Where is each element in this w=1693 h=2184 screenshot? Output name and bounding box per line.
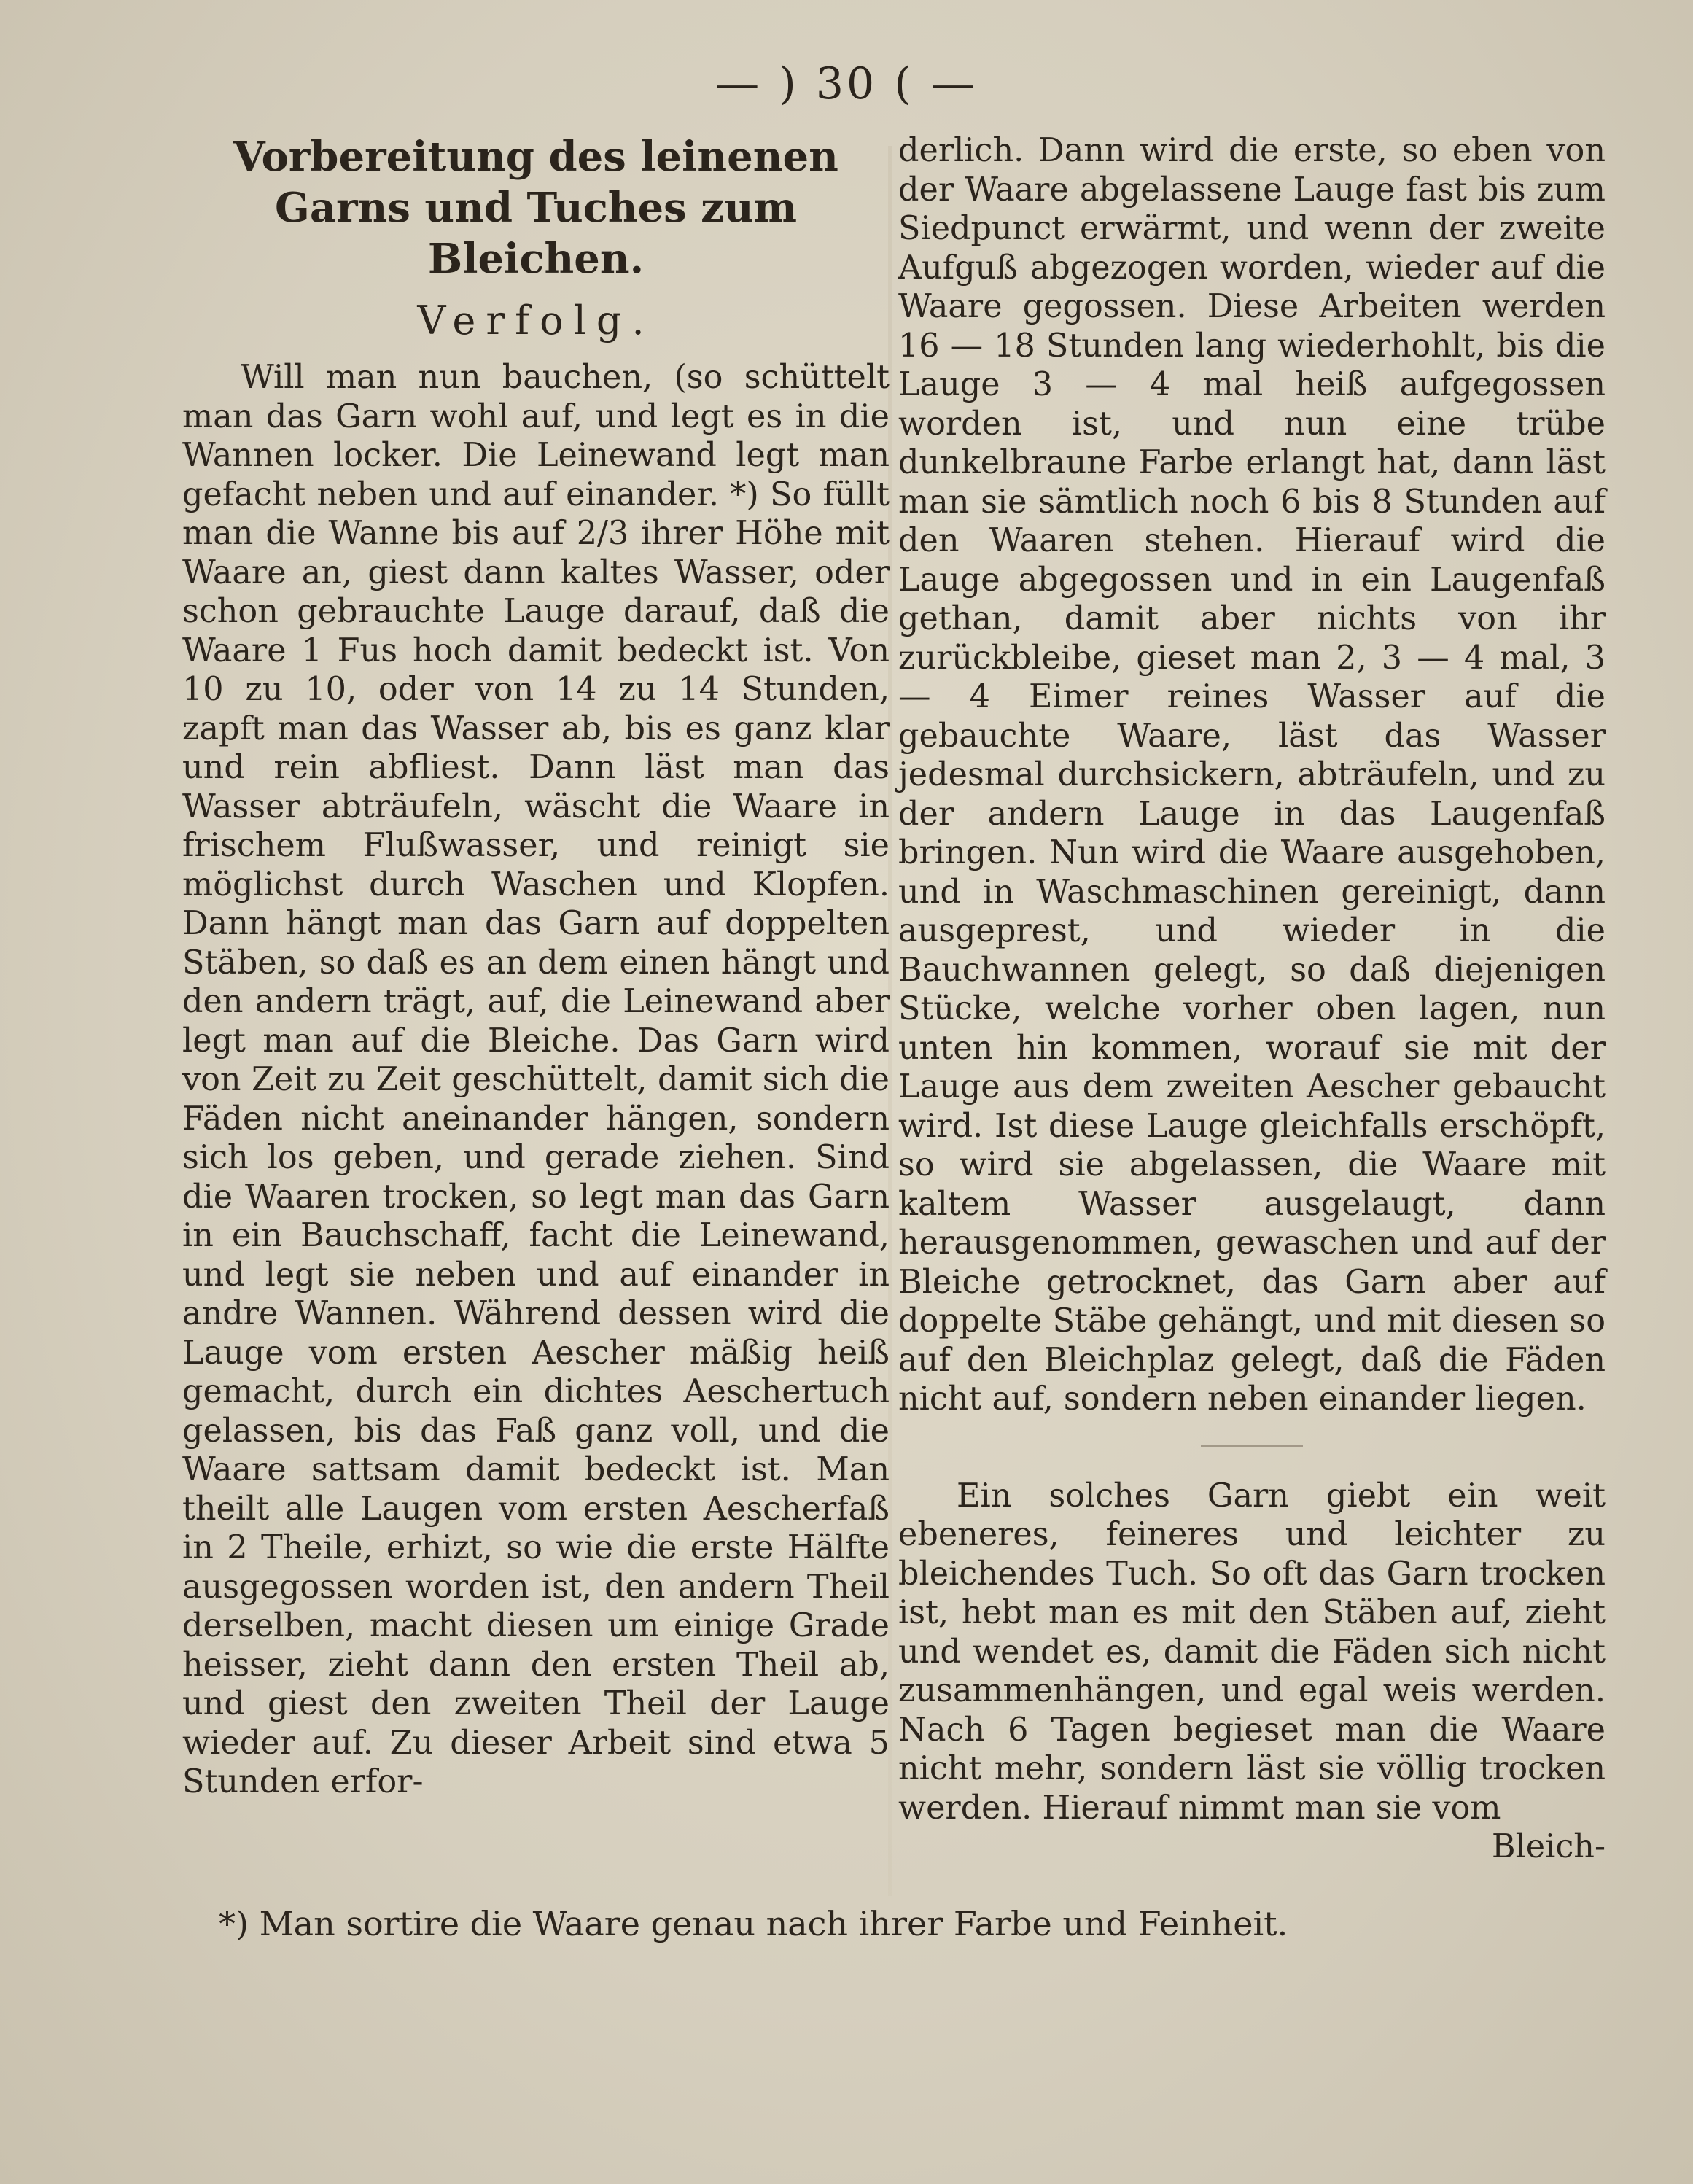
article-subtitle: Verfolg.	[417, 298, 655, 343]
footnote: *) Man sortire die Waare genau nach ihrer Farbe und Feinheit.	[219, 1904, 1288, 1943]
page-number: — ) 30 ( —	[715, 58, 978, 109]
section-divider	[1201, 1445, 1303, 1447]
right-column-paragraph-1: derlich. Dann wird die erste, so eben von der Waare abgelassene Lauge fast bis zum Siedpunct erwärmt, und wenn der zweite Aufguß abgezogen worden, wieder auf die Waare gegossen. Diese Arbeiten werden 16 — 18 Stunden lang wiederhohlt, bis die Lauge 3 — 4 mal heiß aufgegossen worden ist, und nun eine trübe dunkelbraune Farbe erlangt hat, dann läst man sie sämtlich noch 6 bis 8 Stunden auf den Waaren stehen. Hierauf wird die Lauge abgegossen und in ein Laugenfaß gethan, damit aber nichts von ihr zurückbleibe, gieset man 2, 3 — 4 mal, 3 — 4 Eimer reines Wasser auf die gebauchte Waare, läst das Wasser jedesmal durchsickern, abträufeln, und zu der andern Lauge in das Laugenfaß bringen. Nun wird die Waare ausgehoben, und in Waschmaschinen gereinigt, dann ausgeprest, und wieder in die Bauchwannen gelegt, so daß diejenigen Stücke, welche vorher oben lagen, nun unten hin kommen, worauf sie mit der Lauge aus dem zweiten Aescher gebaucht wird. Ist diese Lauge gleichfalls erschöpft, so wird sie abgelassen, die Waare mit kaltem Wasser ausgelaugt, dann herausgenommen, gewaschen und auf der Bleiche getrocknet, das Garn aber auf doppelte Stäbe gehängt, und mit diesen so auf den Bleichplaz gelegt, daß die Fäden nicht auf, sondern neben einander liegen.	[898, 132, 1606, 1418]
left-column-text: Will man nun bauchen, (so schüttelt man das Garn wohl auf, und legt es in die Wannen locker. Die Leinewand legt man gefacht neben und auf einander. *) So füllt man die Wanne bis auf 2/3 ihrer Höhe mit Waare an, giest dann kaltes Wasser, oder schon gebrauchte Lauge darauf, daß die Waare 1 Fus hoch damit bedeckt ist. Von 10 zu 10, oder von 14 zu 14 Stunden, zapft man das Wasser ab, bis es ganz klar und rein abfliest. Dann läst man das Wasser abträufeln, wäscht die Waare in frischem Flußwasser, und reinigt sie möglichst durch Waschen und Klopfen. Dann hängt man das Garn auf doppelten Stäben, so daß es an dem einen hängt und den andern trägt, auf, die Leinewand aber legt man auf die Bleiche. Das Garn wird von Zeit zu Zeit geschüttelt, damit sich die Fäden nicht aneinander hängen, sondern sich los geben, und gerade ziehen. Sind die Waaren trocken, so legt man das Garn in ein Bauchschaff, facht die Leinewand, und legt sie neben und auf einander in andre Wannen. Während dessen wird die Lauge vom ersten Aescher mäßig heiß gemacht, durch ein dichtes Aeschertuch gelassen, bis das Faß ganz voll, und die Waare sattsam damit bedeckt ist. Man theilt alle Laugen vom ersten Aescherfaß in 2 Theile, erhizt, so wie die erste Hälfte ausgegossen worden ist, den andern Theil derselben, macht diesen um einige Grade heisser, zieht dann den ersten Theil ab, und giest den zweiten Theil der Lauge wieder auf. Zu dieser Arbeit sind etwa 5 Stunden erfor-	[182, 359, 890, 1800]
right-column-paragraph-2: Ein solches Garn giebt ein weit ebeneres, feineres und leichter zu bleichendes Tuch. So oft das Garn trocken ist, hebt man es mit den Stäben auf, zieht und wendet es, damit die Fäden sich nicht zusammenhängen, und egal weis werden. Nach 6 Tagen begieset man die Waare nicht mehr, sondern läst sie völlig trocken werden. Hierauf nimmt man sie vom	[898, 1477, 1606, 1827]
catchword: Bleich-	[1491, 1828, 1606, 1865]
article-title: Vorbereitung des leinenen Garns und Tuches zum Bleichen.	[233, 133, 838, 283]
left-column	[182, 131, 890, 1802]
right-column	[898, 131, 1606, 1867]
